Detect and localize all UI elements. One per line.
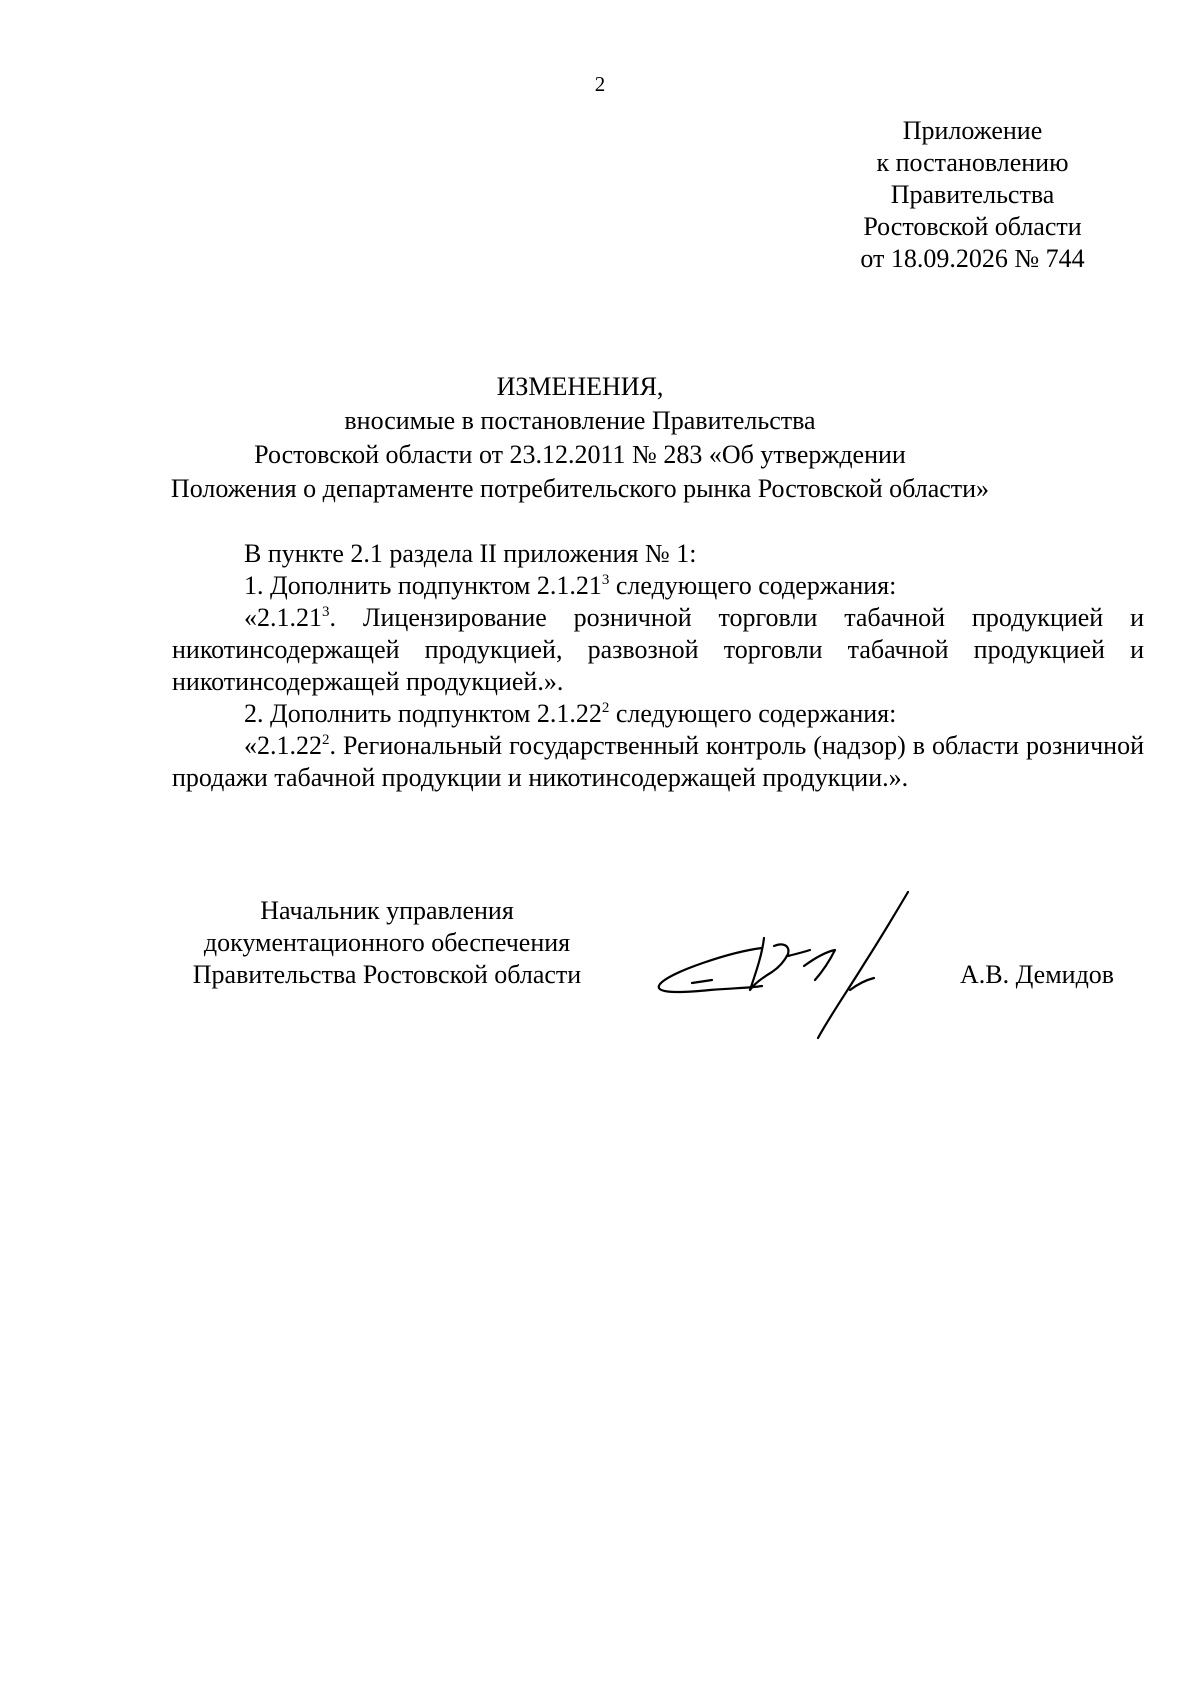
quote-1-paragraph xyxy=(172,602,1144,698)
item-1-text: 1. Дополнить подпунктом 2.1.21 xyxy=(244,571,602,600)
title-line: Ростовской области от 23.12.2011 № 283 «Об утверждении xyxy=(254,440,906,469)
signatory-position-line: Правительства Ростовской области xyxy=(192,960,582,989)
page-number: 2 xyxy=(594,72,606,96)
signatory-position-line: Начальник управления xyxy=(260,896,514,925)
document-body xyxy=(172,538,1144,794)
item-2-text: 2. Дополнить подпунктом 2.1.22 xyxy=(244,699,602,728)
quote-1-superscript: 3 xyxy=(322,604,330,620)
quote-2-paragraph xyxy=(172,730,1144,794)
quote-2-text-end: . Региональный государственный контроль (надзор) в области розничной продажи табачной продукции и никотинсодержащей продукции.». xyxy=(172,731,1144,792)
item-2-text-end: следующего содержания: xyxy=(609,699,897,728)
handwritten-signature xyxy=(650,880,940,1040)
appendix-line: к постановлению xyxy=(876,148,1069,177)
signatory-position xyxy=(172,895,602,991)
appendix-line: от 18.09.2026 № 744 xyxy=(860,244,1085,273)
document-title xyxy=(150,370,1010,506)
signatory-name: А.В. Демидов xyxy=(960,960,1115,989)
appendix-line: Приложение xyxy=(902,116,1043,145)
item-1-superscript: 3 xyxy=(601,572,610,588)
appendix-line: Ростовской области xyxy=(863,212,1082,241)
quote-2-text: «2.1.22 xyxy=(244,731,322,760)
title-heading: ИЗМЕНЕНИЯ, xyxy=(496,372,664,401)
item-1-text-end: следующего содержания: xyxy=(609,571,897,600)
appendix-line: Правительства xyxy=(890,180,1055,209)
quote-1-text: «2.1.21 xyxy=(244,603,322,632)
appendix-reference xyxy=(800,115,1145,275)
item-2-paragraph xyxy=(172,698,1144,730)
signatory-position-line: документационного обеспечения xyxy=(203,928,571,957)
title-line: Положения о департаменте потребительского рынка Ростовской области» xyxy=(170,474,990,503)
quote-1-text-end: . Лицензирование розничной торговли табачной продукцией и никотинсодержащей продукцией, развозной торговли табачной продукцией и никотинсодержащей продукцией.». xyxy=(172,603,1144,696)
intro-paragraph: В пункте 2.1 раздела II приложения № 1: xyxy=(244,539,697,568)
item-1-paragraph xyxy=(172,570,1144,602)
item-2-superscript: 2 xyxy=(601,700,610,716)
title-line: вносимые в постановление Правительства xyxy=(344,406,816,435)
quote-2-superscript: 2 xyxy=(322,732,330,748)
